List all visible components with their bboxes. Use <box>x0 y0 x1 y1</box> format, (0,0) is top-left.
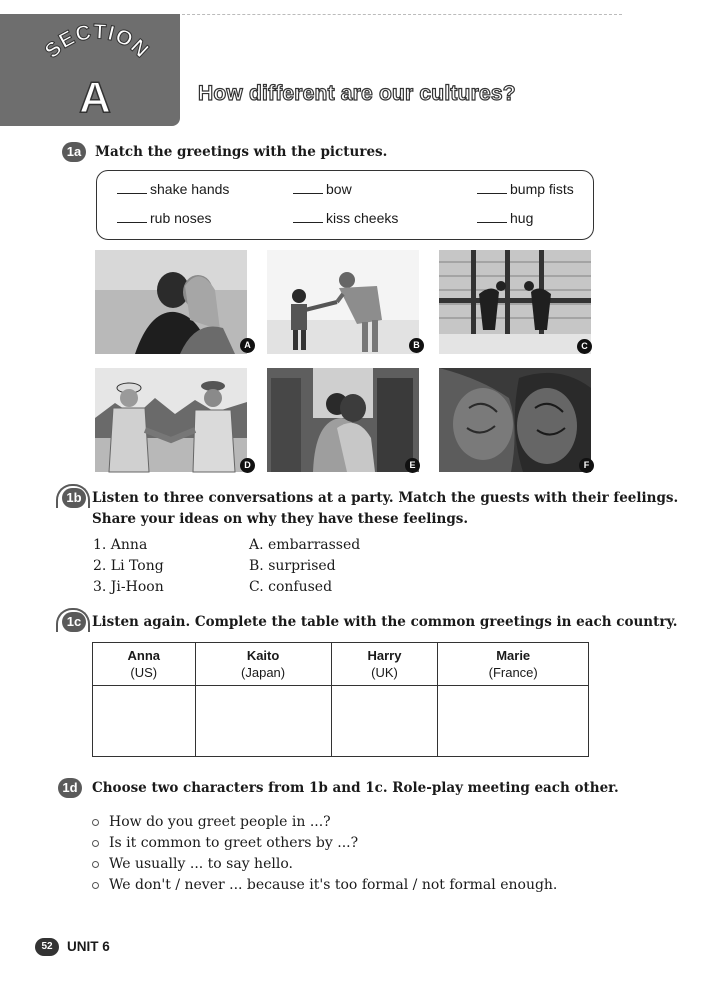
answer-cell[interactable] <box>93 686 196 757</box>
exercise-badge-1a: 1a <box>62 142 86 162</box>
feeling-item: B. surprised <box>249 558 336 574</box>
answer-cell[interactable] <box>195 686 331 757</box>
header-rule <box>182 14 622 15</box>
photo-kiss-cheeks <box>95 250 251 354</box>
table-header-kaito: Kaito (Japan) <box>195 643 331 686</box>
guest-list <box>93 535 164 598</box>
section-letter: A <box>79 73 111 122</box>
greeting-option[interactable]: rub noses <box>117 210 211 226</box>
list-item: We don't / never ... because it's too formal / not formal enough. <box>92 875 557 896</box>
svg-text:SECTION <box>40 20 153 63</box>
bullet-icon <box>92 840 99 847</box>
greeting-option[interactable]: shake hands <box>117 181 229 197</box>
photo-image <box>267 250 419 354</box>
exercise-badge-1c: 1c <box>62 612 86 632</box>
table-header-harry: Harry (UK) <box>331 643 438 686</box>
photo-label-c: C <box>577 339 592 354</box>
guest-item: 3. Ji-Hoon <box>93 579 164 595</box>
greeting-option[interactable]: bow <box>293 181 352 197</box>
instruction-1c: Listen again. Complete the table with the common greetings in each country. <box>92 614 678 630</box>
exercise-badge-1b: 1b <box>62 488 86 508</box>
prompt-list <box>92 812 557 896</box>
answer-blank[interactable] <box>117 181 147 194</box>
bullet-icon <box>92 861 99 868</box>
photo-label-d: D <box>240 458 255 473</box>
list-item: We usually ... to say hello. <box>92 854 557 875</box>
instruction-1b-line1: Listen to three conversations at a party. Match the guests with their feelings. <box>92 490 679 506</box>
photo-bow <box>439 250 591 354</box>
bullet-icon <box>92 882 99 889</box>
section-word: SECTION <box>40 20 154 63</box>
photo-bump-fists <box>267 250 419 354</box>
table-header-anna: Anna (US) <box>93 643 196 686</box>
photo-shake-hands <box>95 368 251 472</box>
guest-item: 1. Anna <box>93 537 148 553</box>
answer-cell[interactable] <box>438 686 589 757</box>
instruction-1a: Match the greetings with the pictures. <box>95 144 388 160</box>
page-number: 52 <box>35 938 59 956</box>
answer-blank[interactable] <box>477 210 507 223</box>
page-title: How different are our cultures? <box>198 82 516 105</box>
photo-label-a: A <box>240 338 255 353</box>
answer-blank[interactable] <box>293 181 323 194</box>
photo-hug <box>267 368 419 472</box>
photo-image <box>439 250 591 354</box>
photo-label-b: B <box>409 338 424 353</box>
section-banner <box>0 14 180 126</box>
unit-label: UNIT 6 <box>67 939 110 954</box>
list-item: How do you greet people in ...? <box>92 812 557 833</box>
table-header-marie: Marie (France) <box>438 643 589 686</box>
greetings-box <box>96 170 594 240</box>
greeting-option[interactable]: hug <box>477 210 533 226</box>
greeting-option[interactable]: kiss cheeks <box>293 210 398 226</box>
photo-image <box>95 250 247 354</box>
answer-cell[interactable] <box>331 686 438 757</box>
photo-image <box>267 368 419 472</box>
instruction-1d: Choose two characters from 1b and 1c. Role-play meeting each other. <box>92 780 619 796</box>
greetings-table <box>92 642 589 757</box>
answer-blank[interactable] <box>117 210 147 223</box>
list-item: Is it common to greet others by ...? <box>92 833 557 854</box>
feeling-list <box>249 535 360 598</box>
photo-image <box>95 368 247 472</box>
photo-label-f: F <box>579 458 594 473</box>
photo-image <box>439 368 591 472</box>
table-row <box>93 686 589 757</box>
greeting-option[interactable]: bump fists <box>477 181 574 197</box>
photo-rub-noses <box>439 368 591 472</box>
answer-blank[interactable] <box>293 210 323 223</box>
instruction-1b-line2: Share your ideas on why they have these feelings. <box>92 511 469 527</box>
exercise-badge-1d: 1d <box>58 778 82 798</box>
feeling-item: C. confused <box>249 579 333 595</box>
answer-blank[interactable] <box>477 181 507 194</box>
feeling-item: A. embarrassed <box>249 537 361 553</box>
bullet-icon <box>92 819 99 826</box>
guest-item: 2. Li Tong <box>93 558 164 574</box>
photo-label-e: E <box>405 458 420 473</box>
